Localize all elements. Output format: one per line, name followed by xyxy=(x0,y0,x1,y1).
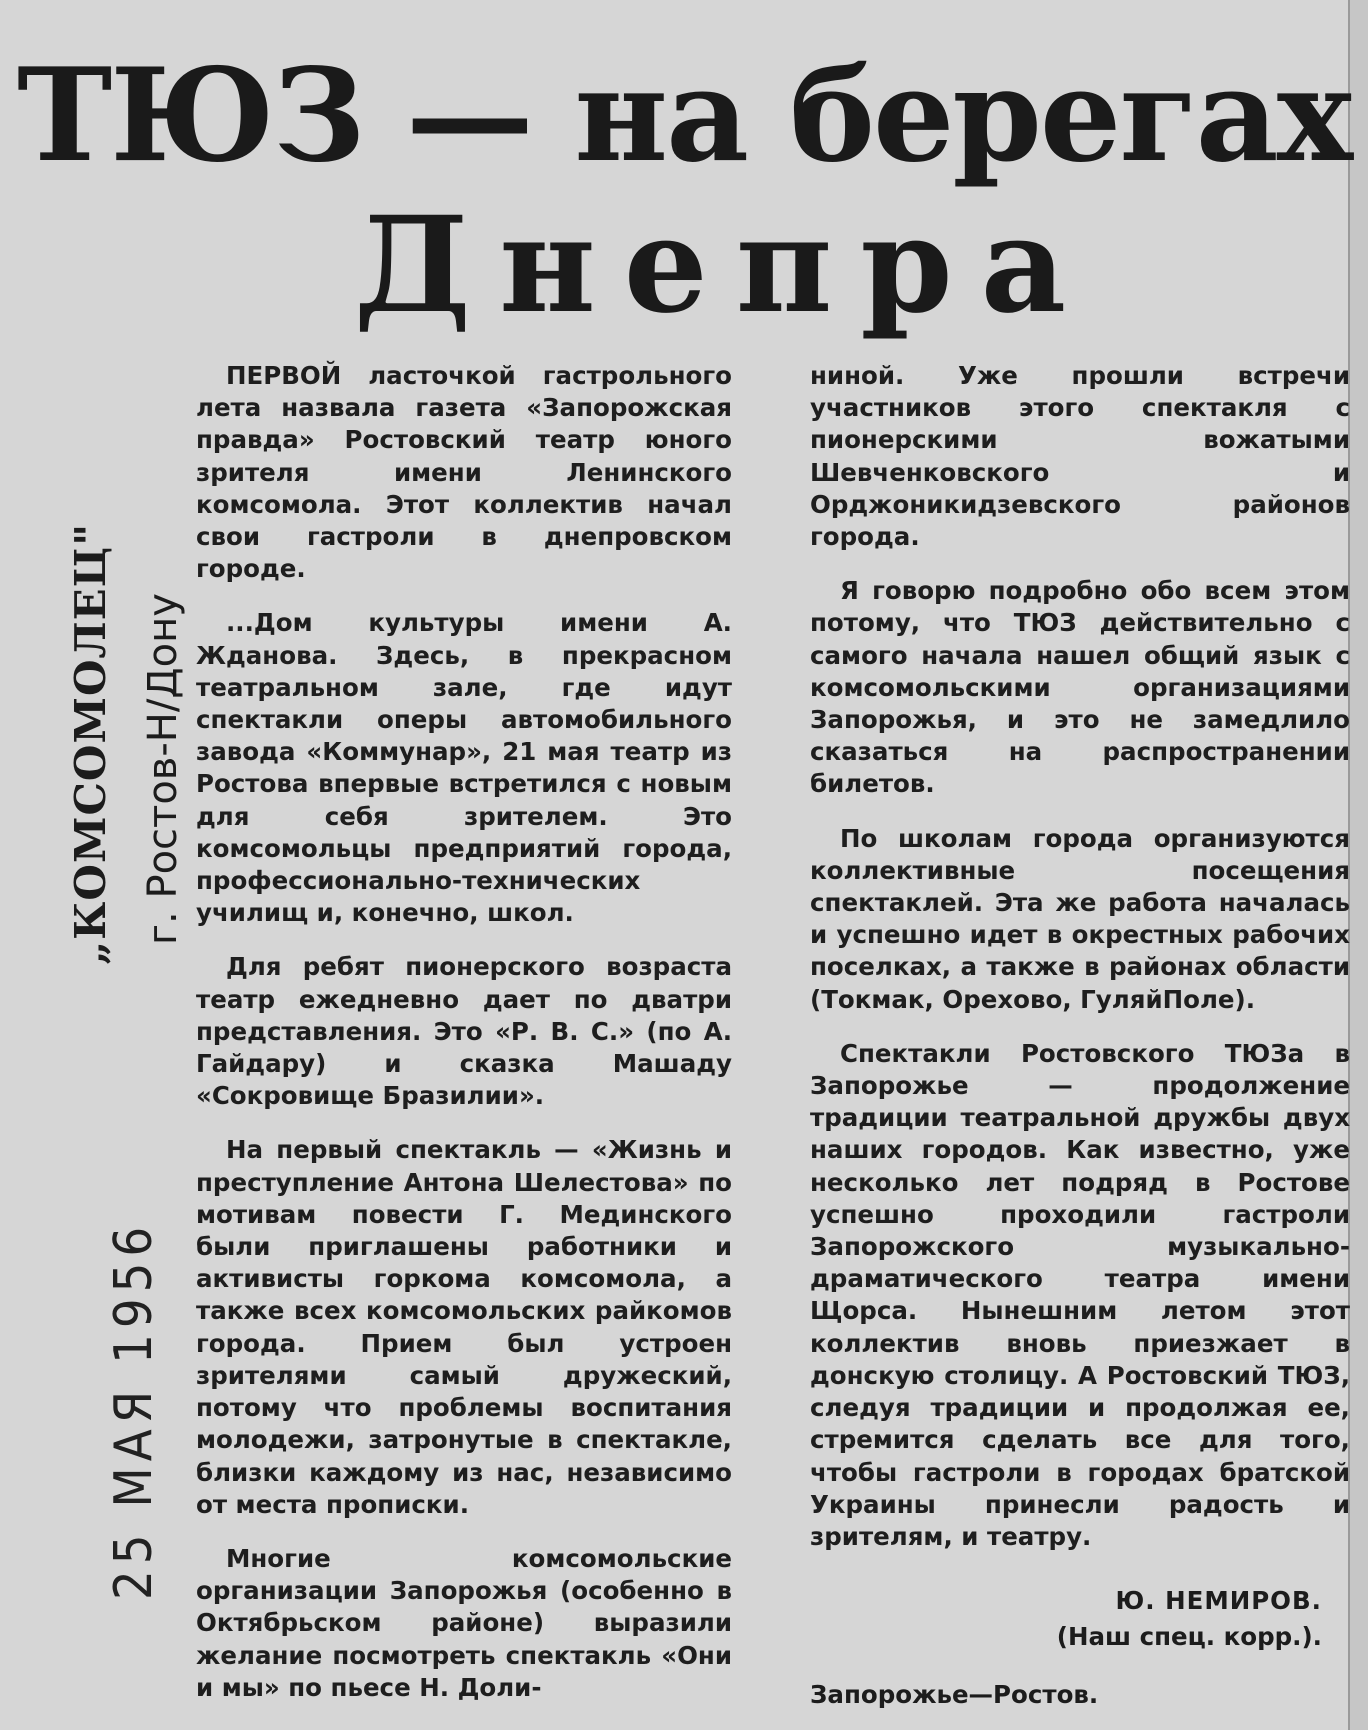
article-paragraph: По школам города организуются коллективные посещения спектаклей. Эта же работа началась и успешно идет в окрестных рабочих поселках, а также в районах области (Токмак, Орехово, ГуляйПоле). xyxy=(810,823,1350,1014)
article-paragraph: Я говорю подробно обо всем этом потому, что ТЮЗ действительно с самого начала нашел общий язык с комсомольскими организациями Запорожья, и это не замедлило сказаться на распространении билетов. xyxy=(810,576,1350,799)
dateline-place: Запорожье—Ростов. xyxy=(810,1680,1099,1709)
headline-line-2: Днепра xyxy=(353,188,1095,343)
author-role: (Наш спец. корр.). xyxy=(1056,1622,1322,1651)
newspaper-name-stamp: „КОМСОМОЛЕЦ" xyxy=(66,522,115,965)
article-paragraph: На первый спектакль — «Жизнь и преступление Антона Шелестова» по мотивам повести Г. Мединского были приглашены работники и активисты горкома комсомола, а также всех комсомольских райкомов города. Прием был устроен зрителями самый дружеский, потому что проблемы воспитания молодежи, затронутые в спектакле, близки каждому из нас, независимо от места прописки. xyxy=(196,1135,732,1519)
article-paragraph: Многие комсомольские организации Запорожья (особенно в Октябрьском районе) выразили желание посмотреть спектакль «Они и мы» по пьесе Н. Доли- xyxy=(196,1543,732,1702)
article-paragraph: Для ребят пионерского возраста театр ежедневно дает по дватри представления. Это «Р. В. С.» (по А. Гайдару) и сказка Машаду «Сокровище Бразилии». xyxy=(196,952,732,1111)
article-paragraph-continuation: ниной. Уже прошли встречи участников этого спектакля с пионерскими вожатыми Шевченковского и Орджоникидзевского районов города. xyxy=(810,361,1350,552)
article-paragraph: ...Дом культуры имени А. Жданова. Здесь, в прекрасном театральном зале, где идут спектакли оперы автомобильного завода «Коммунар», 21 мая театр из Ростова впервые встретился с новым для себя зрителем. Это комсомольцы предприятий города, профессионально-технических училищ и, конечно, школ. xyxy=(196,608,732,928)
headline-line-1: ТЮЗ — на берегах xyxy=(16,41,1352,191)
article-column-left xyxy=(196,360,732,1726)
article-paragraph: ПЕРВОЙ ласточкой гастрольного лета назвала газета «Запорожская правда» Ростовский театр юного зрителя имени Ленинского комсомола. Этот коллектив начал свои гастроли в днепровском городе. xyxy=(196,361,732,584)
byline xyxy=(810,1584,1322,1712)
city-stamp: г. Ростов-Н/Дону xyxy=(140,593,186,945)
author-name: Ю. НЕМИРОВ. xyxy=(1115,1586,1322,1615)
article-paragraph: Спектакли Ростовского ТЮЗа в Запорожье — продолжение традиции театральной дружбы двух наших городов. Как известно, уже несколько лет подряд в Ростове успешно проходили гастроли Запорожского музыкально-драматического театра имени Щорса. Нынешним летом этот коллектив вновь приезжает в донскую столицу. А Ростовский ТЮЗ, следуя традиции и продолжая ее, стремится сделать все для того, чтобы гастроли в городах братской Украины принесли радость и зрителям, и театру. xyxy=(810,1038,1350,1551)
date-stamp: 25 МАЯ 1956 xyxy=(104,1220,164,1600)
article-column-right xyxy=(810,360,1350,1575)
